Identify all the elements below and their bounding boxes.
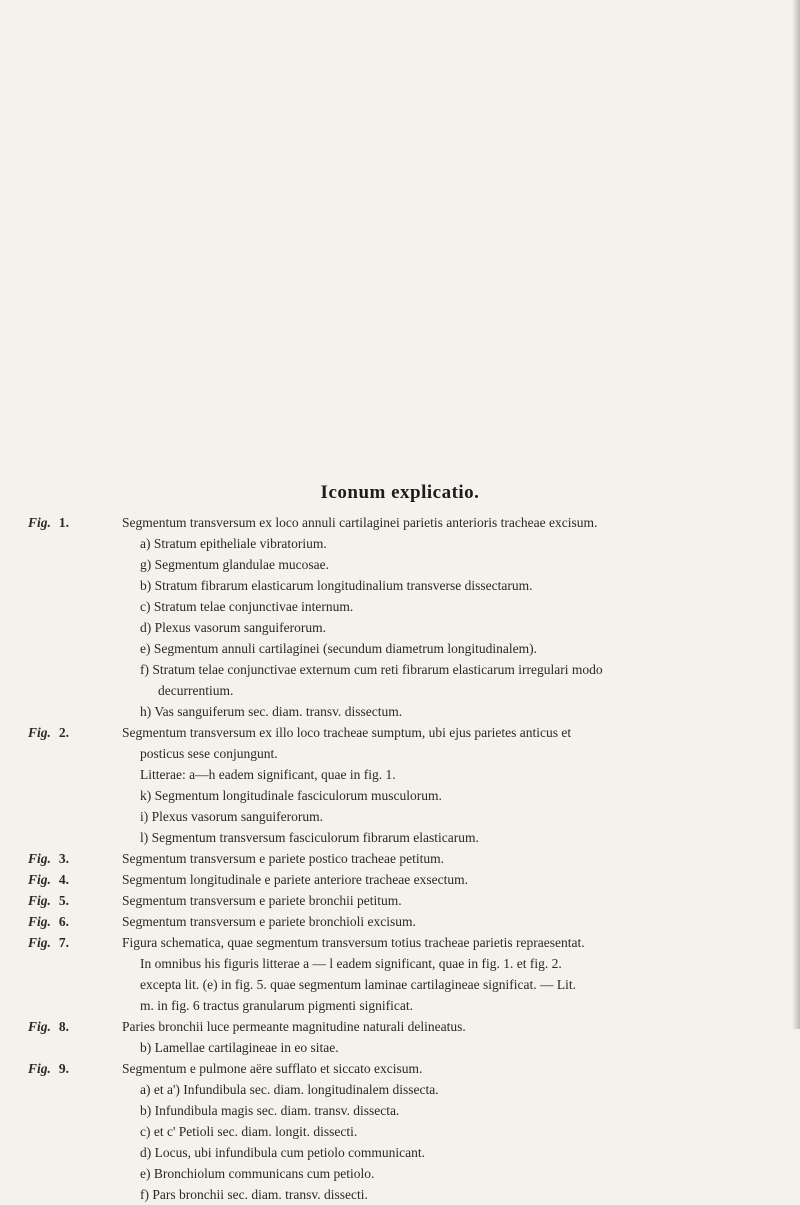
figure-label bbox=[28, 890, 69, 911]
figure-description-line: k) Segmentum longitudinale fasciculorum musculorum. bbox=[140, 788, 442, 803]
figure-label bbox=[28, 722, 69, 743]
figure-number: 5. bbox=[58, 893, 70, 908]
figure-description-line: e) Bronchiolum communicans cum petiolo. bbox=[140, 1166, 375, 1181]
figure-entry bbox=[28, 890, 788, 911]
figure-description-line: m. in fig. 6 tractus granularum pigmenti significat. bbox=[140, 998, 413, 1013]
figure-entry bbox=[28, 848, 788, 869]
figure-description-line: b) Stratum fibrarum elasticarum longitudinalium transverse dissectarum. bbox=[140, 578, 533, 593]
figure-description-line: posticus sese conjungunt. bbox=[140, 746, 278, 761]
figure-number: 9. bbox=[58, 1061, 70, 1076]
figure-description-line: c) Stratum telae conjunctivae internum. bbox=[140, 599, 354, 614]
figure-description-line: a) et a') Infundibula sec. diam. longitudinalem dissecta. bbox=[140, 1082, 439, 1097]
figure-description-line: excepta lit. (e) in fig. 5. quae segmentum laminae cartilagineae significat. — Lit. bbox=[140, 977, 576, 992]
figure-number: 6. bbox=[58, 914, 70, 929]
figure-label-text: Fig. bbox=[28, 515, 51, 530]
figure-entry bbox=[28, 512, 788, 722]
figure-list bbox=[28, 512, 788, 1205]
figure-description-line: b) Infundibula magis sec. diam. transv. dissecta. bbox=[140, 1103, 400, 1118]
figure-description-line: c) et c' Petioli sec. diam. longit. dissecti. bbox=[140, 1124, 358, 1139]
figure-description-line: Paries bronchii luce permeante magnitudine naturali delineatus. bbox=[122, 1019, 466, 1034]
figure-label-text: Fig. bbox=[28, 893, 51, 908]
figure-entry bbox=[28, 932, 788, 1016]
figure-description-line: Litterae: a—h eadem significant, quae in fig. 1. bbox=[140, 767, 396, 782]
figure-number: 8. bbox=[58, 1019, 70, 1034]
page-edge-shadow bbox=[792, 0, 800, 1029]
figure-description-line: l) Segmentum transversum fasciculorum fibrarum elasticarum. bbox=[140, 830, 479, 845]
figure-description-line: i) Plexus vasorum sanguiferorum. bbox=[140, 809, 323, 824]
figure-label bbox=[28, 869, 69, 890]
figure-entry bbox=[28, 869, 788, 890]
figure-description-line: Segmentum transversum e pariete bronchii petitum. bbox=[122, 893, 402, 908]
figure-label-text: Fig. bbox=[28, 1019, 51, 1034]
figure-description-line: Segmentum longitudinale e pariete anteriore tracheae exsectum. bbox=[122, 872, 468, 887]
figure-label-text: Fig. bbox=[28, 914, 51, 929]
figure-label-text: Fig. bbox=[28, 872, 51, 887]
figure-label bbox=[28, 848, 69, 869]
figure-description-line: Segmentum transversum e pariete postico tracheae petitum. bbox=[122, 851, 445, 866]
figure-label bbox=[28, 1058, 69, 1079]
figure-number: 1. bbox=[58, 515, 70, 530]
figure-label bbox=[28, 1016, 69, 1037]
figure-description-line: Segmentum e pulmone aëre sufflato et siccato excisum. bbox=[122, 1061, 423, 1076]
figure-label bbox=[28, 512, 69, 533]
figure-description-line: e) Segmentum annuli cartilaginei (secundum diametrum longitudinalem). bbox=[140, 641, 538, 656]
figure-label-text: Fig. bbox=[28, 935, 51, 950]
figure-number: 7. bbox=[58, 935, 70, 950]
figure-entry bbox=[28, 722, 788, 848]
figure-description-line: Figura schematica, quae segmentum transversum totius tracheae parietis repraesentat. bbox=[122, 935, 585, 950]
figure-label bbox=[28, 911, 69, 932]
figure-description-line: decurrentium. bbox=[158, 683, 234, 698]
figure-label-text: Fig. bbox=[28, 851, 51, 866]
figure-description-line: Segmentum transversum e pariete bronchioli excisum. bbox=[122, 914, 416, 929]
figure-description-line: d) Locus, ubi infundibula cum petiolo communicant. bbox=[140, 1145, 425, 1160]
figure-number: 2. bbox=[58, 725, 70, 740]
figure-entry bbox=[28, 911, 788, 932]
page-title: Iconum explicatio. bbox=[320, 482, 480, 503]
figure-description-line: a) Stratum epitheliale vibratorium. bbox=[140, 536, 327, 551]
figure-label-text: Fig. bbox=[28, 725, 51, 740]
figure-label bbox=[28, 932, 69, 953]
figure-description-line: f) Stratum telae conjunctivae externum cum reti fibrarum elasticarum irregulari modo bbox=[140, 662, 603, 677]
figure-description-line: g) Segmentum glandulae mucosae. bbox=[140, 557, 329, 572]
figure-description-line: f) Pars bronchii sec. diam. transv. dissecti. bbox=[140, 1187, 368, 1202]
figure-entry bbox=[28, 1058, 788, 1205]
figure-description-line: Segmentum transversum ex loco annuli cartilaginei parietis anterioris tracheae excisum. bbox=[122, 515, 598, 530]
figure-label-text: Fig. bbox=[28, 1061, 51, 1076]
figure-description-line: Segmentum transversum ex illo loco tracheae sumptum, ubi ejus parietes anticus et bbox=[122, 725, 572, 740]
figure-description-line: d) Plexus vasorum sanguiferorum. bbox=[140, 620, 326, 635]
figure-entry bbox=[28, 1016, 788, 1058]
figure-description-line: b) Lamellae cartilagineae in eo sitae. bbox=[140, 1040, 339, 1055]
figure-number: 4. bbox=[58, 872, 70, 887]
figure-number: 3. bbox=[58, 851, 70, 866]
figure-description-line: In omnibus his figuris litterae a — l eadem significant, quae in fig. 1. et fig. 2. bbox=[140, 956, 562, 971]
figure-description-line: h) Vas sanguiferum sec. diam. transv. dissectum. bbox=[140, 704, 403, 719]
